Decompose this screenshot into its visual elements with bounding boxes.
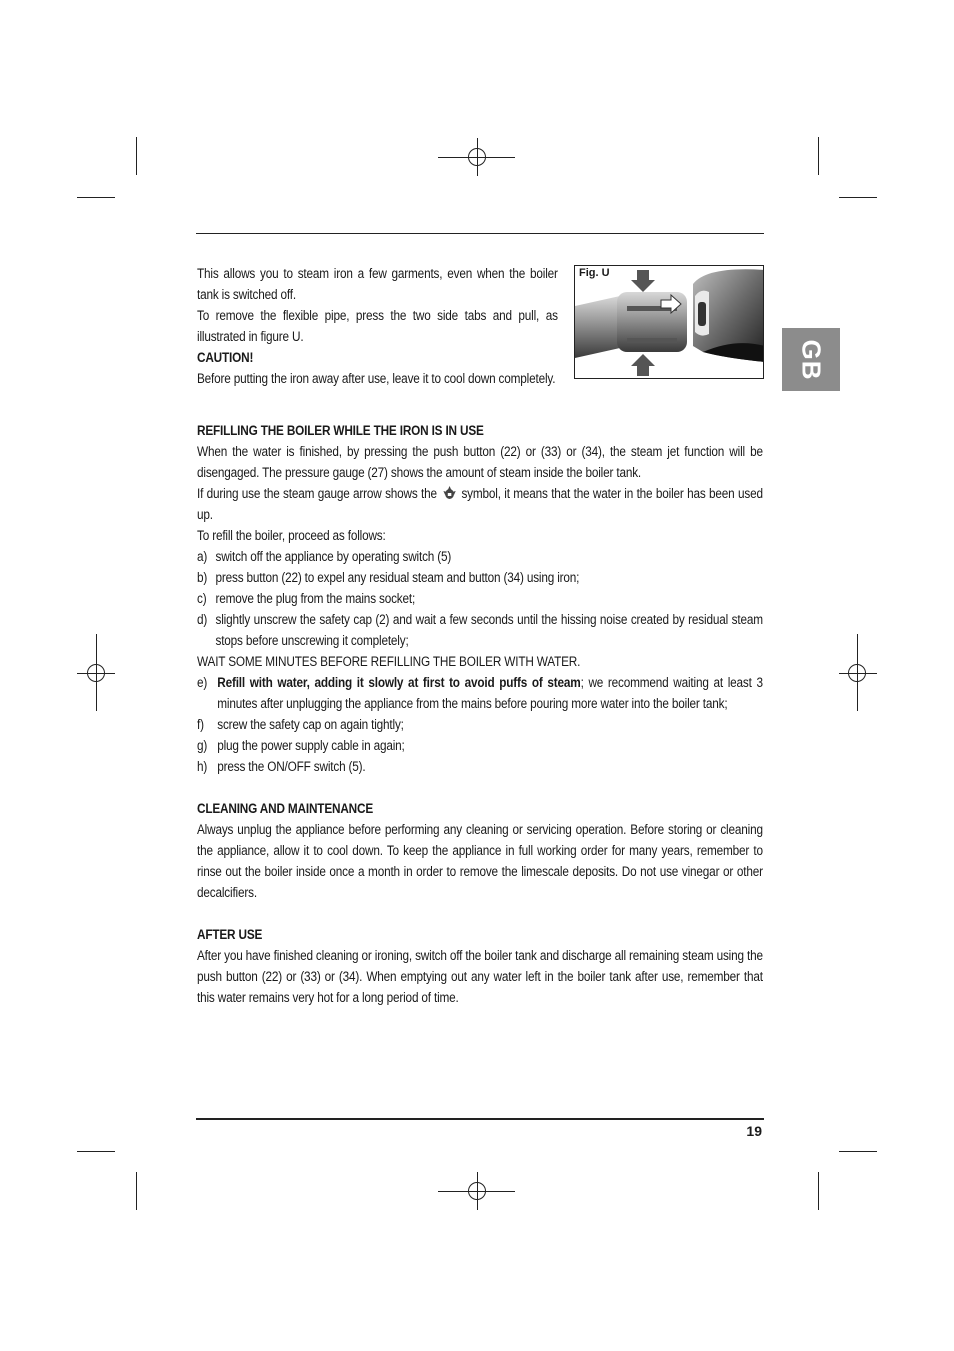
- list-item: a) switch off the appliance by operating switch (5): [197, 549, 452, 564]
- list-item: e) Refill with water, adding it slowly at first to avoid puffs of steam; we recommend waiting at least 3 minutes after unplugging the appliance from the mains before pouring more water into the boiler tank;: [197, 675, 763, 711]
- section-heading-refill: REFILLING THE BOILER WHILE THE IRON IS IN USE: [197, 423, 484, 438]
- section-heading-after-use: AFTER USE: [197, 927, 263, 942]
- caution-text: Before putting the iron away after use, leave it to cool down completely.: [197, 371, 556, 386]
- crop-mark: [818, 137, 819, 175]
- intro-paragraph: This allows you to steam iron a few garments, even when the boiler tank is switched off.: [197, 266, 558, 302]
- list-item: g) plug the power supply cable in again;: [197, 738, 405, 753]
- header-rule: [196, 233, 764, 234]
- list-item: h) press the ON/OFF switch (5).: [197, 759, 366, 774]
- crop-mark: [839, 1151, 877, 1152]
- intro-section: [197, 263, 558, 389]
- crop-mark: [839, 197, 877, 198]
- page-number: 19: [746, 1123, 762, 1139]
- intro-paragraph: To remove the flexible pipe, press the two side tabs and pull, as illustrated in figure U.: [197, 308, 558, 344]
- language-tab-label: GB: [796, 339, 827, 380]
- crop-mark: [77, 197, 115, 198]
- language-tab: [782, 328, 840, 391]
- after-use-paragraph: After you have finished cleaning or ironing, switch off the boiler tank and discharge all remaining steam using the push button (22) or (33) or (34). When emptying out any water left in the boiler tank after use, remember that this water remains very hot for a long period of time.: [197, 948, 763, 1005]
- section-heading-cleaning: CLEANING AND MAINTENANCE: [197, 801, 374, 816]
- crop-mark: [77, 1151, 115, 1152]
- figure-label: Fig. U: [579, 267, 610, 279]
- empty-water-symbol-icon: [442, 485, 456, 501]
- list-item: b) press button (22) to expel any residual steam and button (34) using iron;: [197, 570, 580, 585]
- wait-note: WAIT SOME MINUTES BEFORE REFILLING THE BOILER WITH WATER.: [197, 654, 581, 669]
- list-item: c) remove the plug from the mains socket;: [197, 591, 416, 606]
- refill-paragraph: To refill the boiler, proceed as follows:: [197, 528, 386, 543]
- caution-heading: CAUTION!: [197, 350, 254, 365]
- list-item: f) screw the safety cap on again tightly;: [197, 717, 404, 732]
- crop-mark: [136, 1172, 137, 1210]
- main-content: [197, 263, 763, 1008]
- crop-mark: [136, 137, 137, 175]
- refill-paragraph: When the water is finished, by pressing the push button (22) or (33) or (34), the steam jet function will be disengaged. The pressure gauge (27) shows the amount of steam inside the boiler tank.: [197, 444, 763, 480]
- list-item: d) slightly unscrew the safety cap (2) and wait a few seconds until the hissing noise created by residual steam stops before unscrewing it completely;: [197, 612, 763, 648]
- cleaning-paragraph: Always unplug the appliance before performing any cleaning or servicing operation. Before storing or cleaning the appliance, allow it to cool down. To keep the appliance in full working order for many years, remember to rinse out the boiler inside once a month in order to remove the limescale deposits. Do not use vinegar or other decalcifiers.: [197, 822, 763, 900]
- crop-mark: [818, 1172, 819, 1210]
- footer-rule: [196, 1118, 764, 1120]
- refill-paragraph-symbol: If during use the steam gauge arrow shows the symbol, it means that the water in the boiler has been used up.: [197, 486, 763, 522]
